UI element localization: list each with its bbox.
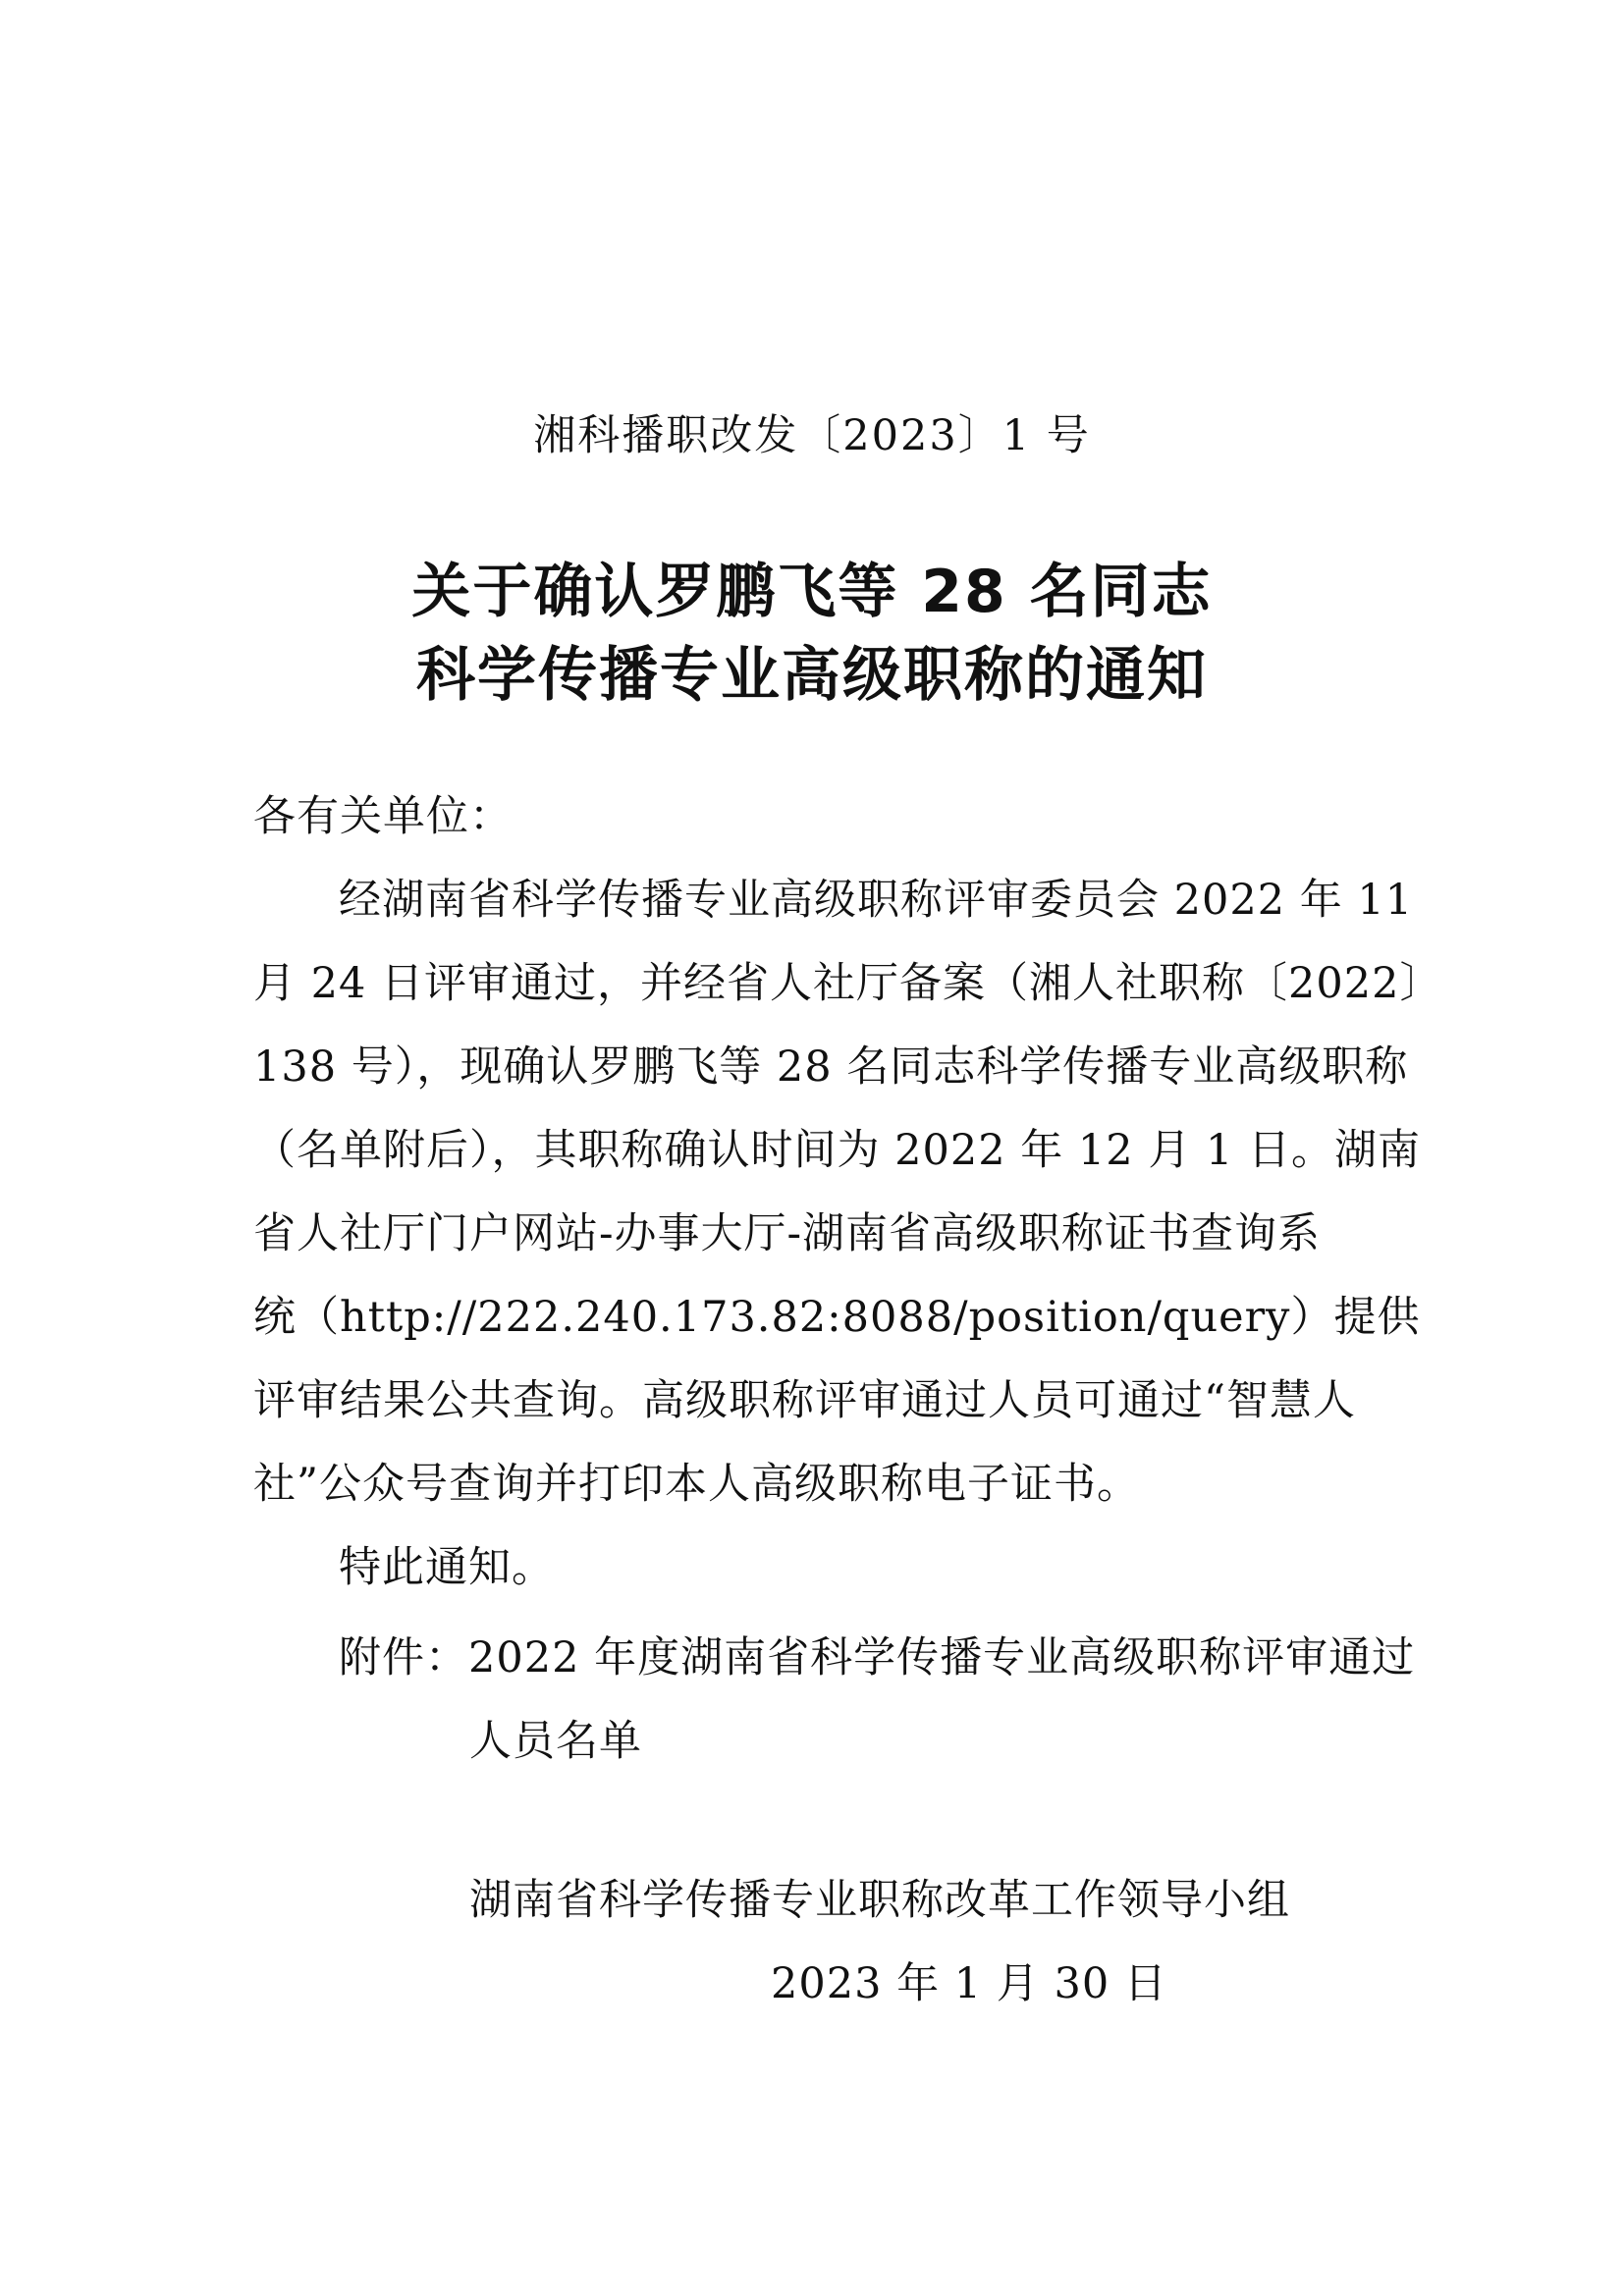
document-number: 湘科播职改发〔2023〕1 号 bbox=[533, 411, 1091, 460]
closing-line: 特此通知。 bbox=[339, 1543, 555, 1592]
body-line-3: 138 号），现确认罗鹏飞等 28 名同志科学传播专业高级职称 bbox=[253, 1042, 1409, 1092]
body-line-8: 社”公众号查询并打印本人高级职称电子证书。 bbox=[253, 1460, 1140, 1509]
body-line-2: 月 24 日评审通过，并经省人社厅备案（湘人社职称〔2022〕 bbox=[253, 959, 1443, 1008]
signature-organization: 湖南省科学传播专业职称改革工作领导小组 bbox=[469, 1876, 1290, 1925]
body-line-1: 经湖南省科学传播专业高级职称评审委员会 2022 年 11 bbox=[339, 876, 1414, 925]
body-line-6: 统（http://222.240.173.82:8088/position/query）提供 bbox=[253, 1293, 1421, 1342]
body-line-7: 评审结果公共查询。高级职称评审通过人员可通过“智慧人 bbox=[253, 1376, 1356, 1425]
body-line-4: （名单附后），其职称确认时间为 2022 年 12 月 1 日。湖南 bbox=[253, 1126, 1422, 1175]
salutation: 各有关单位： bbox=[253, 792, 513, 841]
attachment-line-2: 人员名单 bbox=[469, 1717, 642, 1766]
document-title-line-2: 科学传播专业高级职称的通知 bbox=[416, 641, 1208, 710]
body-line-5: 省人社厅门户网站-办事大厅-湖南省高级职称证书查询系 bbox=[253, 1209, 1322, 1258]
attachment-line-1: 附件：2022 年度湖南省科学传播专业高级职称评审通过 bbox=[339, 1633, 1416, 1682]
document-title-line-1: 关于确认罗鹏飞等 28 名同志 bbox=[411, 558, 1213, 626]
signature-date: 2023 年 1 月 30 日 bbox=[771, 1959, 1167, 2008]
